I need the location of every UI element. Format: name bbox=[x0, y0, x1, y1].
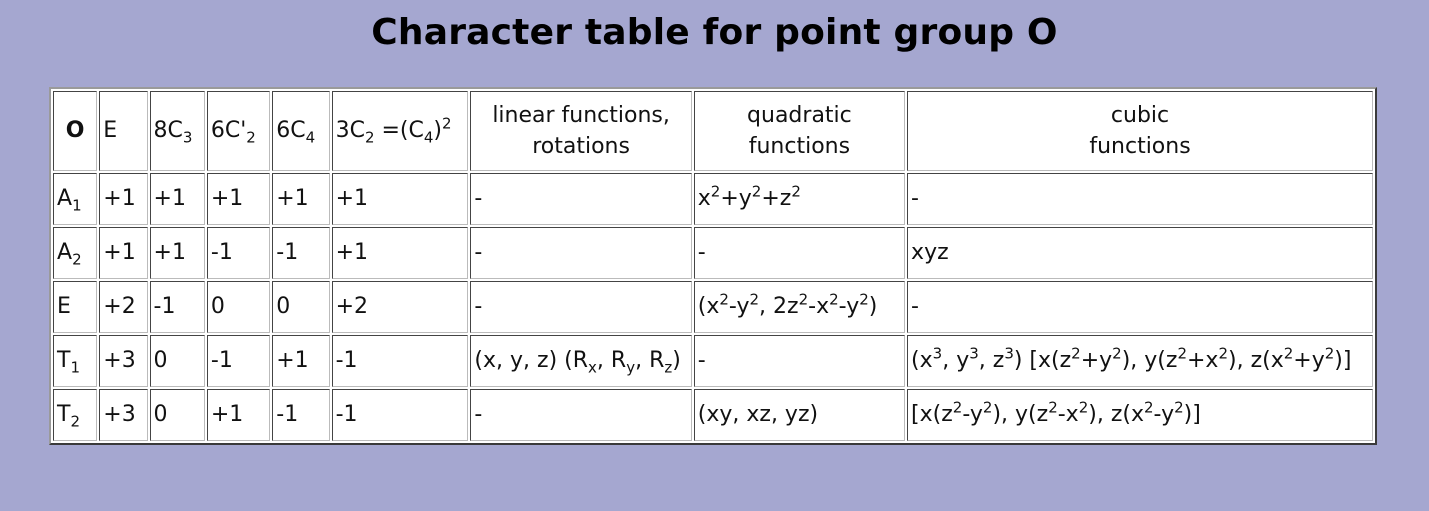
character-cell: -1 bbox=[272, 227, 329, 279]
linear-functions-cell: - bbox=[470, 227, 691, 279]
class-header-6C4: $6C_4$ bbox=[272, 91, 329, 171]
character-cell: +2 bbox=[332, 281, 469, 333]
quadratic-functions-cell: $x^2+y^2+z^2$ bbox=[694, 173, 905, 225]
group-label: O bbox=[53, 91, 97, 171]
cubic-functions-cell: - bbox=[907, 173, 1373, 225]
cubic-functions-cell: ($x^3$, $y^3$, $z^3$) [$x(z^2+y^2)$, $y(z^2+x^2)$, $z(x^2+y^2)$] bbox=[907, 335, 1373, 387]
character-cell: +1 bbox=[332, 227, 469, 279]
character-cell: -1 bbox=[272, 389, 329, 441]
character-cell: +1 bbox=[272, 173, 329, 225]
character-cell: +1 bbox=[150, 173, 205, 225]
quadratic-functions-cell: - bbox=[694, 227, 905, 279]
irrep-label: $A_2$ bbox=[53, 227, 97, 279]
character-cell: -1 bbox=[150, 281, 205, 333]
character-cell: +1 bbox=[332, 173, 469, 225]
linear-functions-header: linear functions, rotations bbox=[470, 91, 691, 171]
table-row-T1 bbox=[53, 335, 1373, 387]
irrep-label: $A_1$ bbox=[53, 173, 97, 225]
cubic-functions-cell: [$x(z^2-y^2)$, $y(z^2-x^2)$, $z(x^2-y^2)$] bbox=[907, 389, 1373, 441]
table-row-A2 bbox=[53, 227, 1373, 279]
irrep-label: $T_2$ bbox=[53, 389, 97, 441]
linear-functions-cell: - bbox=[470, 281, 691, 333]
table-row-E bbox=[53, 281, 1373, 333]
character-cell: 0 bbox=[272, 281, 329, 333]
character-cell: +1 bbox=[272, 335, 329, 387]
linear-functions-cell: - bbox=[470, 389, 691, 441]
quadratic-functions-cell: (xy, xz, yz) bbox=[694, 389, 905, 441]
cubic-functions-header: cubic functions bbox=[907, 91, 1373, 171]
class-header-3C2: $3C_2 =(C_4)^2$ bbox=[332, 91, 469, 171]
table-row-T2 bbox=[53, 389, 1373, 441]
character-cell: -1 bbox=[207, 227, 270, 279]
character-cell: 0 bbox=[150, 389, 205, 441]
character-cell: -1 bbox=[332, 389, 469, 441]
linear-functions-cell: - bbox=[470, 173, 691, 225]
class-header-8C3: $8C_3$ bbox=[150, 91, 205, 171]
page-title: Character table for point group O bbox=[371, 12, 1058, 53]
character-cell: +1 bbox=[207, 173, 270, 225]
table-row-A1 bbox=[53, 173, 1373, 225]
quadratic-functions-header: quadratic functions bbox=[694, 91, 905, 171]
table-header-row bbox=[53, 91, 1373, 171]
character-cell: +3 bbox=[99, 389, 147, 441]
character-cell: -1 bbox=[332, 335, 469, 387]
character-table bbox=[49, 87, 1377, 445]
irrep-label: $T_1$ bbox=[53, 335, 97, 387]
cubic-functions-cell: - bbox=[907, 281, 1373, 333]
character-cell: +1 bbox=[99, 173, 147, 225]
cubic-functions-cell: xyz bbox=[907, 227, 1373, 279]
character-cell: -1 bbox=[207, 335, 270, 387]
linear-functions-cell: (x, y, z) ($R_x$, $R_y$, $R_z$) bbox=[470, 335, 691, 387]
irrep-label: E bbox=[53, 281, 97, 333]
class-header-6C2p: $6C'_2$ bbox=[207, 91, 270, 171]
class-header-E: E bbox=[99, 91, 147, 171]
quadratic-functions-cell: ($x^2-y^2$, $2z^2-x^2-y^2$) bbox=[694, 281, 905, 333]
quadratic-functions-cell: - bbox=[694, 335, 905, 387]
character-cell: +1 bbox=[207, 389, 270, 441]
character-cell: +2 bbox=[99, 281, 147, 333]
character-cell: 0 bbox=[207, 281, 270, 333]
character-cell: +1 bbox=[150, 227, 205, 279]
character-cell: 0 bbox=[150, 335, 205, 387]
character-cell: +1 bbox=[99, 227, 147, 279]
character-cell: +3 bbox=[99, 335, 147, 387]
